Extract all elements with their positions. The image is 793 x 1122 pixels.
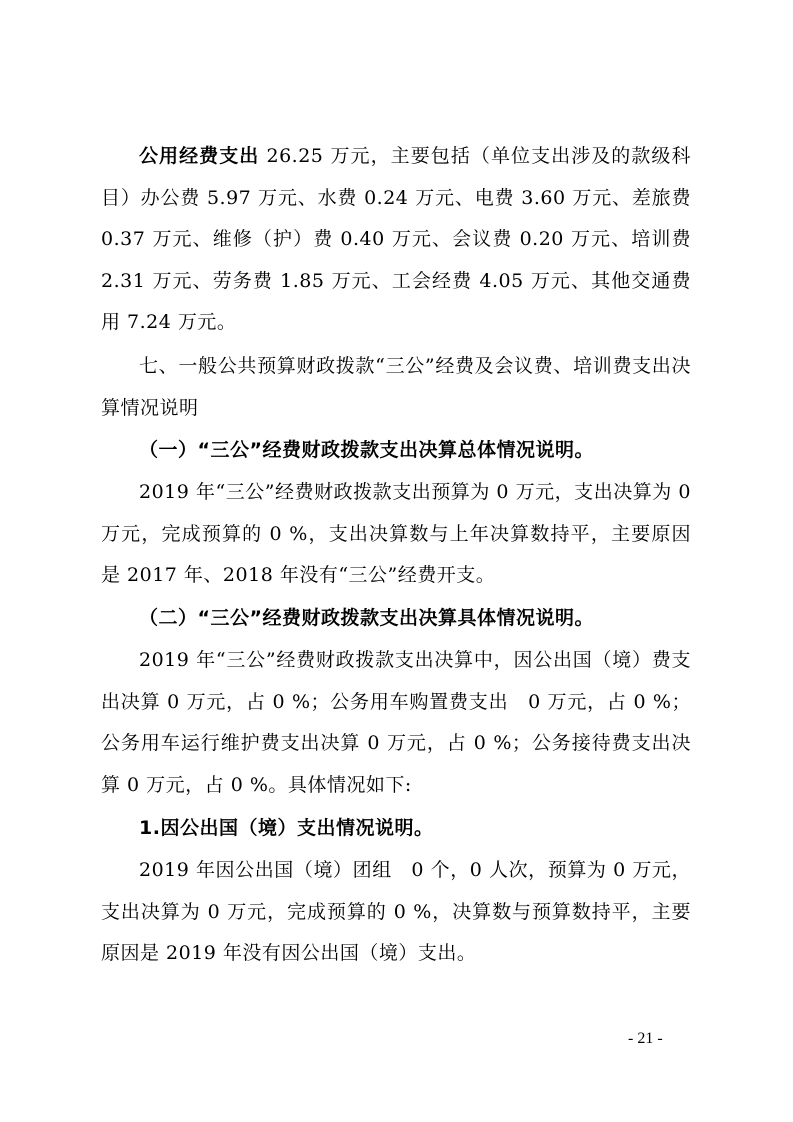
subsection-heading-detailed: （二）“三公”经费财政拨款支出决算具体情况说明。 — [139, 607, 594, 629]
paragraph-text-public-expenses: 26.25 万元，主要包括（单位支出涉及的款级科目）办公费 5.97 万元、水费 0.24 万元、电费 3.60 万元、差旅费 0.37 万元、维修（护）费 0.40 万元、会议费 0.20 万元、培训费 2.31 万元、劳务费 1.85 万元、工会经费 4.05 万元、其他交通费用 7.24 万元。 — [101, 145, 691, 333]
paragraph-detailed-expenses: 2019 年“三公”经费财政拨款支出决算中，因公出国（境）费支出决算 0 万元，占 0 %；公务用车购置费支出 0 万元，占 0 %；公务用车运行维护费支出决算 0 万元，占 0 %；公务接待费支出决算 0 万元，占 0 %。具体情况如下: — [101, 649, 691, 796]
paragraph-overseas: 2019 年因公出国（境）团组 0 个，0 人次，预算为 0 万元，支出决算为 0 万元，完成预算的 0 %，决算数与预算数持平，主要原因是 2019 年没有因公出国（境）支出。 — [101, 859, 691, 964]
page-number: - 21 - — [628, 1030, 663, 1047]
paragraph-public-expenses — [101, 136, 691, 344]
paragraph-overall-budget: 2019 年“三公”经费财政拨款支出预算为 0 万元，支出决算为 0 万元，完成预算的 0 %，支出决算数与上年决算数持平，主要原因是 2017 年、2018 年没有“三公”经费开支。 — [101, 481, 691, 586]
paragraph-lead-public-expenses: 公用经费支出 — [139, 145, 260, 167]
section-heading-seven: 七、一般公共预算财政拨款“三公”经费及会议费、培训费支出决算情况说明 — [101, 355, 691, 419]
subsection-heading-overseas: 1.因公出国（境）支出情况说明。 — [139, 817, 434, 839]
subsection-heading-overall: （一）“三公”经费财政拨款支出决算总体情况说明。 — [139, 439, 594, 461]
